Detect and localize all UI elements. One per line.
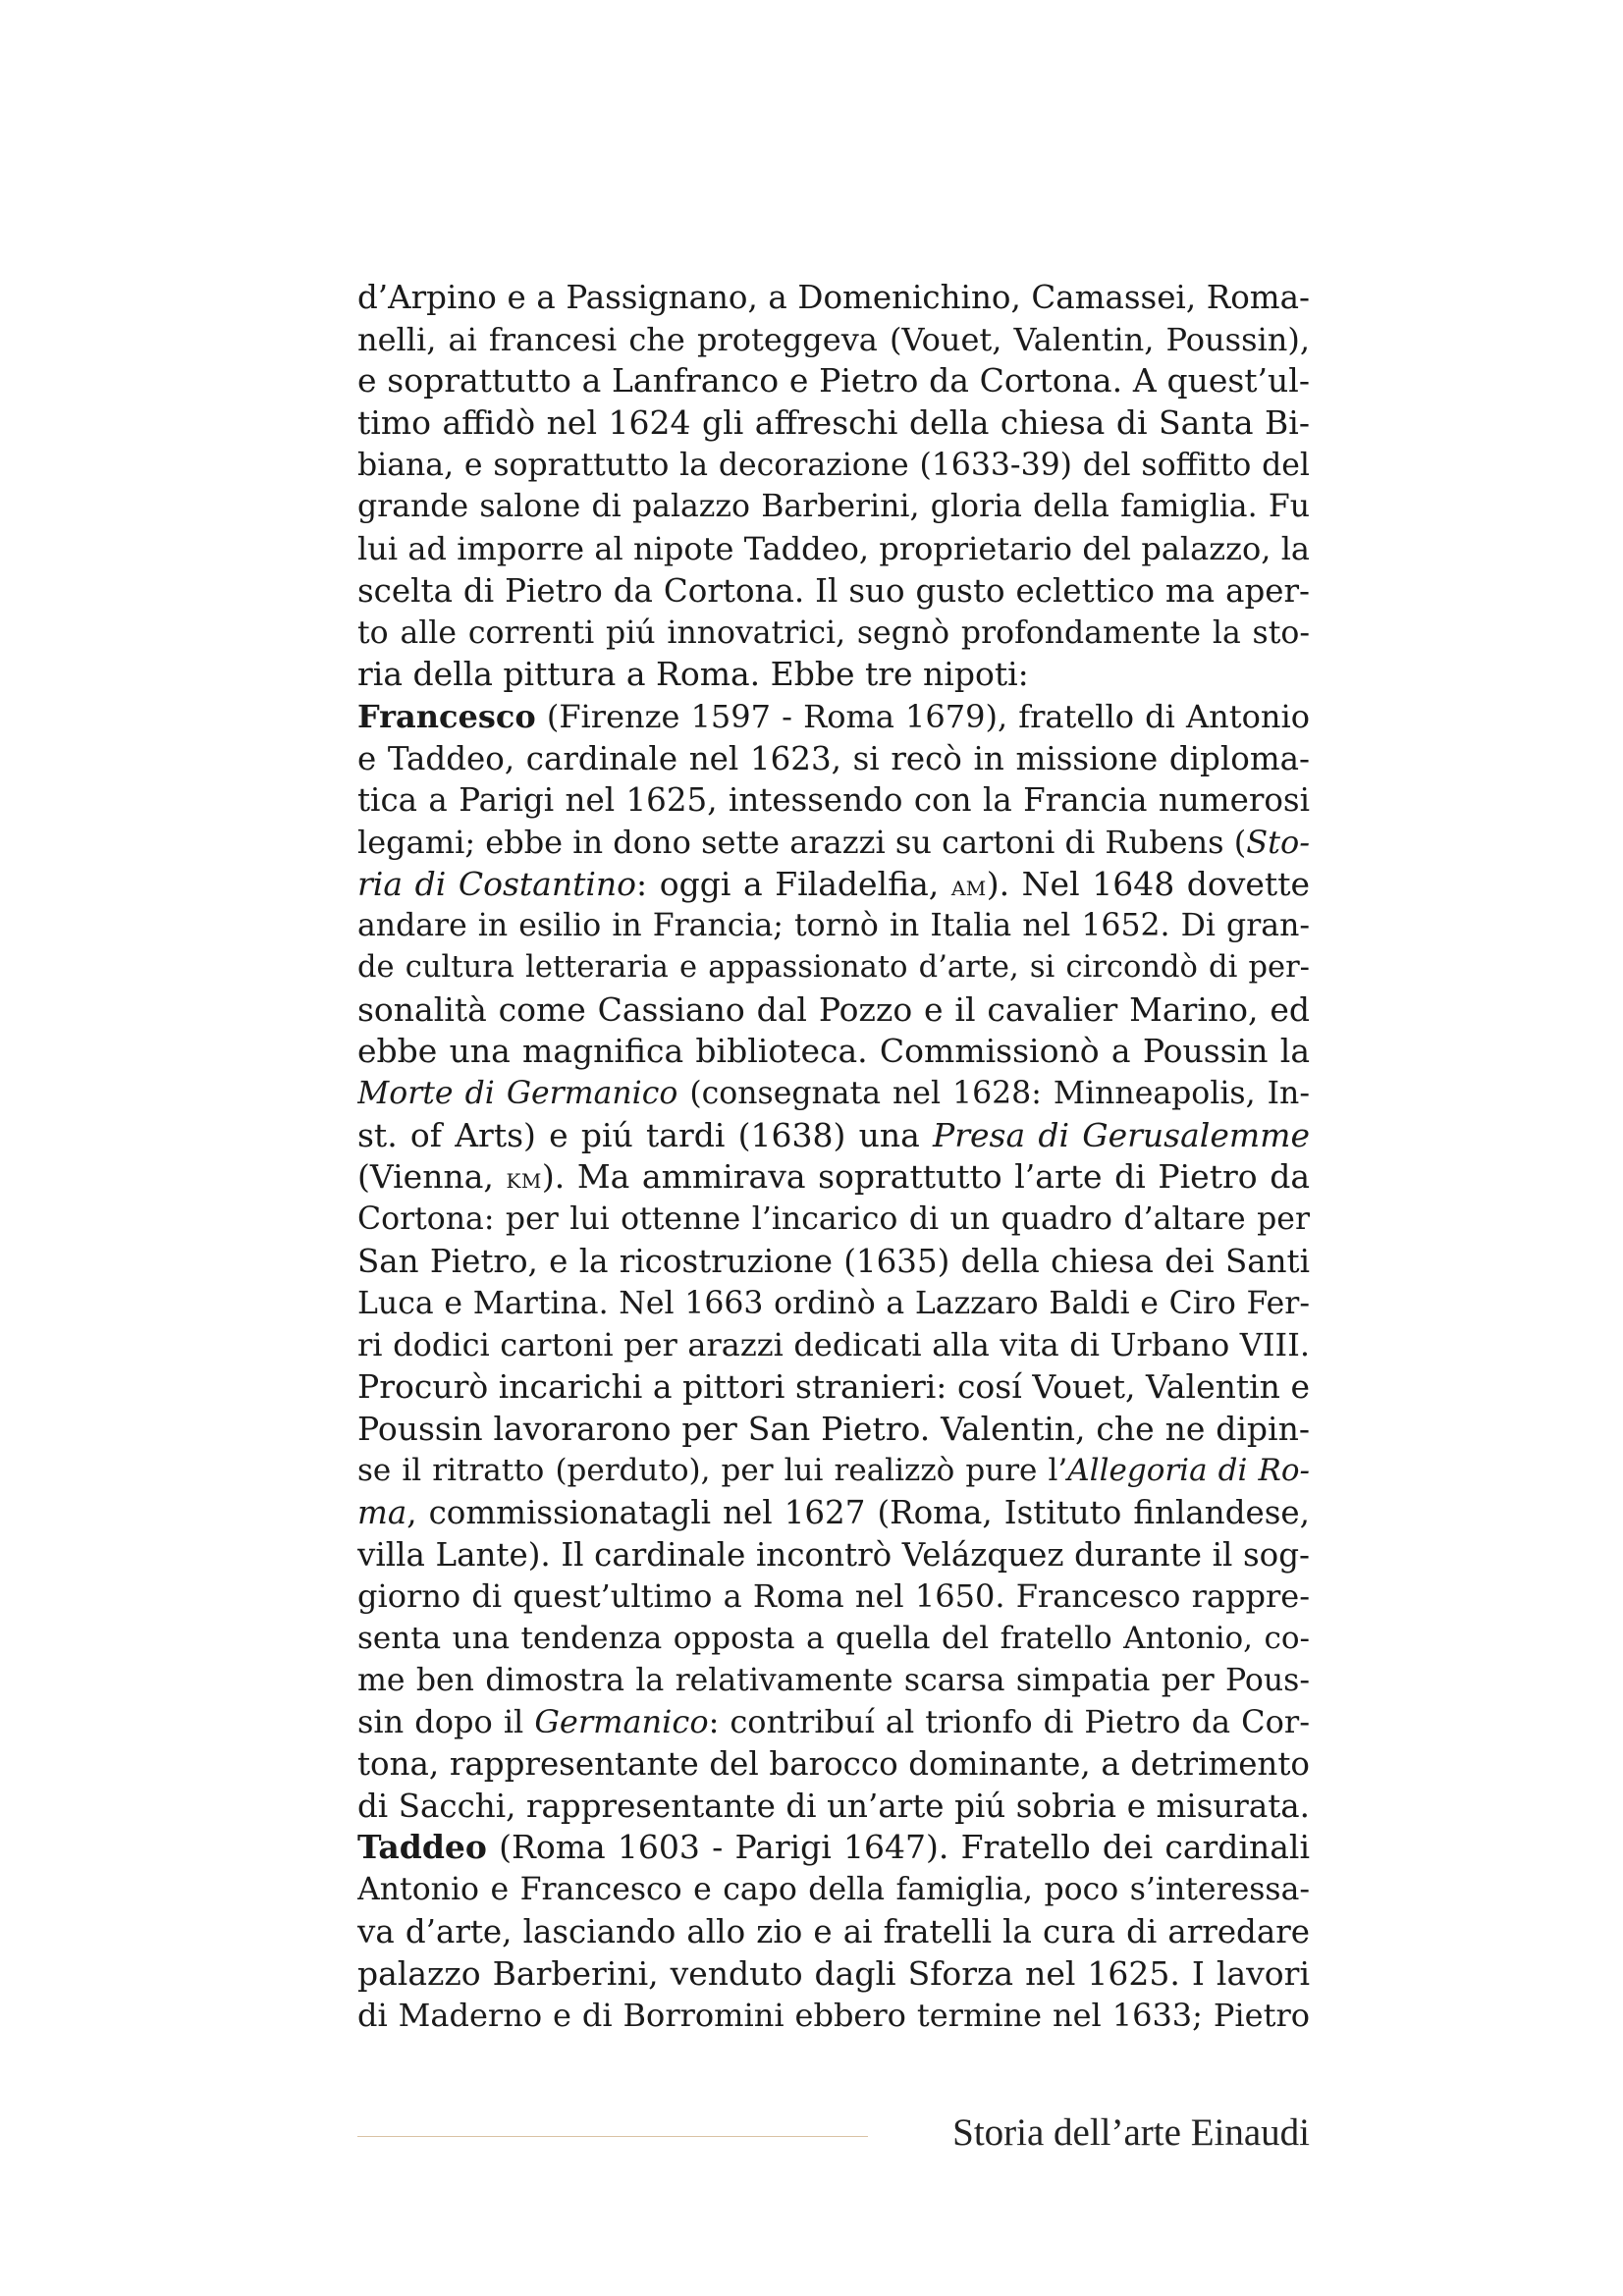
- text-line: Poussin lavorarono per San Pietro. Valentin, che ne dipin-: [357, 1409, 1310, 1448]
- text-line: senta una tendenza opposta a quella del fratello Antonio, co-: [357, 1621, 1310, 1656]
- text-line: legami; ebbe in dono sette arazzi su cartoni di Rubens (Sto-: [357, 823, 1310, 861]
- text-line: to alle correnti piú innovatrici, segnò profondamente la sto-: [357, 614, 1310, 651]
- entry-name-francesco: Francesco: [357, 697, 536, 735]
- text-line: (Vienna, km). Ma ammirava soprattutto l’arte di Pietro da: [357, 1157, 1310, 1197]
- text-line: e soprattutto a Lanfranco e Pietro da Cortona. A quest’ul-: [357, 361, 1310, 400]
- text-line: va d’arte, lasciando allo zio e ai fratelli la cura di arredare: [357, 1912, 1310, 1950]
- text-line: grande salone di palazzo Barberini, gloria della famiglia. Fu: [357, 489, 1310, 525]
- text-line: giorno di quest’ultimo a Roma nel 1650. Francesco rappre-: [357, 1577, 1310, 1616]
- text-line: me ben dimostra la relativamente scarsa simpatia per Pous-: [357, 1662, 1310, 1698]
- text-line: ma, commissionatagli nel 1627 (Roma, Istituto finlandese,: [357, 1493, 1310, 1531]
- text-line: sonalità come Cassiano dal Pozzo e il cavalier Marino, ed: [357, 989, 1310, 1029]
- text-line: di Maderno e di Borromini ebbero termine nel 1633; Pietro: [357, 1997, 1310, 2035]
- text-line: tica a Parigi nel 1625, intessendo con la Francia numerosi: [357, 781, 1310, 820]
- text-line: Luca e Martina. Nel 1663 ordinò a Lazzaro Baldi e Ciro Fer-: [357, 1285, 1310, 1321]
- text-line: Cortona: per lui ottenne l’incarico di un quadro d’altare per: [357, 1201, 1310, 1238]
- text-line: ria di Costantino: oggi a Filadelfia, am). Nel 1648 dovette: [357, 864, 1310, 903]
- text-line: ebbe una magnifica biblioteca. Commissionò a Poussin la: [357, 1032, 1310, 1071]
- entry-name-taddeo: Taddeo: [357, 1828, 487, 1867]
- text-line: andare in esilio in Francia; tornò in Italia nel 1652. Di gran-: [357, 908, 1310, 944]
- text-line: ria della pittura a Roma. Ebbe tre nipoti:: [357, 655, 1029, 694]
- text-line: e Taddeo, cardinale nel 1623, si recò in missione diploma-: [357, 739, 1310, 777]
- text-line: di Sacchi, rappresentante di un’arte piú sobria e misurata.: [357, 1787, 1310, 1825]
- text-line: sin dopo il Germanico: contribuí al trionfo di Pietro da Cor-: [357, 1703, 1310, 1741]
- text-line: scelta di Pietro da Cortona. Il suo gusto eclettico ma aper-: [357, 571, 1310, 610]
- text-line: Antonio e Francesco e capo della famiglia, poco s’interessa-: [357, 1872, 1310, 1908]
- text-line: d’Arpino e a Passignano, a Domenichino, Camassei, Roma-: [357, 279, 1310, 316]
- text-line: lui ad imporre al nipote Taddeo, proprietario del palazzo, la: [357, 530, 1310, 568]
- body-text: [357, 277, 1310, 2037]
- text-line: Taddeo (Roma 1603 - Parigi 1647). Fratello dei cardinali: [357, 1828, 1310, 1867]
- text-line: de cultura letteraria e appassionato d’arte, si circondò di per-: [357, 950, 1310, 985]
- text-line: tona, rappresentante del barocco dominante, a detrimento: [357, 1745, 1310, 1784]
- text-line: ri dodici cartoni per arazzi dedicati alla vita di Urbano VIII.: [357, 1326, 1310, 1364]
- text-line: Morte di Germanico (consegnata nel 1628: Minneapolis, In-: [357, 1076, 1310, 1112]
- text-line: se il ritratto (perduto), per lui realizzò pure l’Allegoria di Ro-: [357, 1453, 1310, 1489]
- text-line: villa Lante). Il cardinale incontrò Velázquez durante il sog-: [357, 1535, 1310, 1574]
- footer-publication-title: Storia dell’arte Einaudi: [952, 2111, 1310, 2154]
- text-line: Procurò incarichi a pittori stranieri: cosí Vouet, Valentin e: [357, 1366, 1310, 1406]
- text-line: Francesco (Firenze 1597 - Roma 1679), fratello di Antonio: [357, 697, 1310, 735]
- text-line: st. of Arts) e piú tardi (1638) una Presa di Gerusalemme: [357, 1115, 1310, 1154]
- text-line: biana, e soprattutto la decorazione (1633-39) del soffitto del: [357, 447, 1310, 483]
- text-line: nelli, ai francesi che proteggeva (Vouet, Valentin, Poussin),: [357, 320, 1310, 358]
- footer-divider: [357, 2136, 868, 2137]
- text-line: timo affidò nel 1624 gli affreschi della chiesa di Santa Bi-: [357, 403, 1310, 443]
- text-line: palazzo Barberini, venduto dagli Sforza nel 1625. I lavori: [357, 1953, 1310, 1993]
- text-line: San Pietro, e la ricostruzione (1635) della chiesa dei Santi: [357, 1242, 1310, 1280]
